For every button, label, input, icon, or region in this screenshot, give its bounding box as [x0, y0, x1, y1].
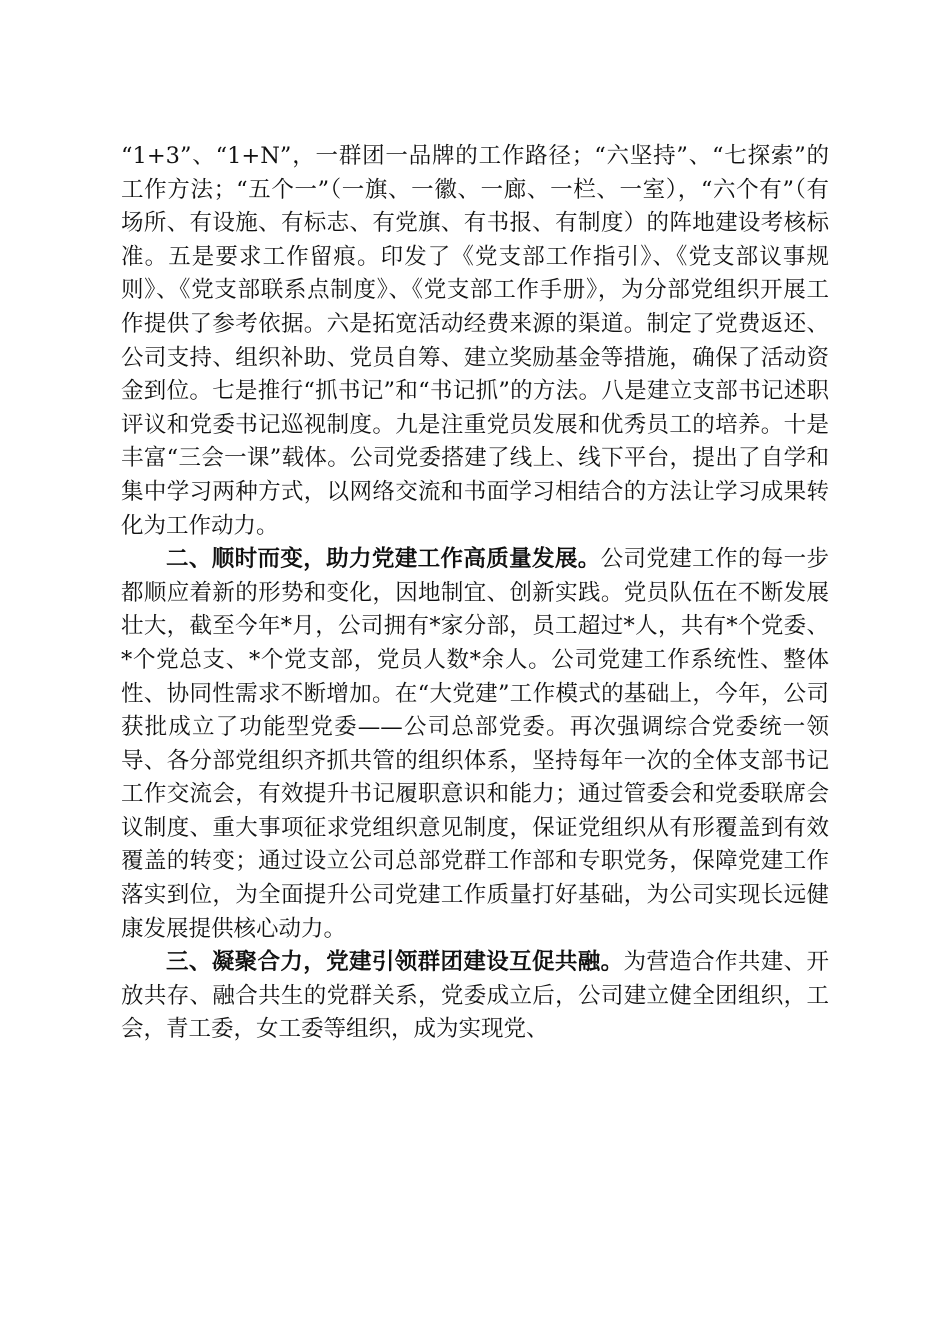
- paragraph-body: 为营造合作共建、开放共存、融合共生的党群关系，党委成立后，公司建立健全团组织，工会，青工委，女工委等组织，成为实现党、: [121, 949, 829, 1043]
- paragraph-section-two: [121, 543, 829, 946]
- paragraph-section-three: [121, 946, 829, 1047]
- section-heading: 三、凝聚合力，党建引领群团建设互促共融。: [166, 949, 624, 976]
- document-body: [121, 140, 829, 1047]
- section-heading: 二、顺时而变，助力党建工作高质量发展。: [166, 546, 601, 573]
- paragraph-continuation: [121, 140, 829, 543]
- paragraph-body: 公司党建工作的每一步都顺应着新的形势和变化，因地制宜、创新实践。党员队伍在不断发展壮大，截至今年*月，公司拥有*家分部，员工超过*人，共有*个党委、*个党总支、*个党支部，党员人数*余人。公司党建工作系统性、整体性、协同性需求不断增加。在“大党建”工作模式的基础上，今年，公司获批成立了功能型党委——公司总部党委。再次强调综合党委统一领导、各分部党组织齐抓共管的组织体系，坚持每年一次的全体支部书记工作交流会，有效提升书记履职意识和能力；通过管委会和党委联席会议制度、重大事项征求党组织意见制度，保证党组织从有形覆盖到有效覆盖的转变；通过设立公司总部党群工作部和专职党务，保障党建工作落实到位，为全面提升公司党建工作质量打好基础，为公司实现长远健康发展提供核心动力。: [121, 546, 829, 942]
- paragraph-body: “1+3”、“1+N”，一群团一品牌的工作路径；“六坚持”、“七探索”的工作方法；“五个一”（一旗、一徽、一廊、一栏、一室），“六个有”（有场所、有设施、有标志、有党旗、有书报、有制度）的阵地建设考核标准。五是要求工作留痕。印发了《党支部工作指引》、《党支部议事规则》、《党支部联系点制度》、《党支部工作手册》，为分部党组织开展工作提供了参考依据。六是拓宽活动经费来源的渠道。制定了党费返还、公司支持、组织补助、党员自筹、建立奖励基金等措施，确保了活动资金到位。七是推行“抓书记”和“书记抓”的方法。八是建立支部书记述职评议和党委书记巡视制度。九是注重党员发展和优秀员工的培养。十是丰富“三会一课”载体。公司党委搭建了线上、线下平台，提出了自学和集中学习两种方式，以网络交流和书面学习相结合的方法让学习成果转化为工作动力。: [121, 143, 829, 539]
